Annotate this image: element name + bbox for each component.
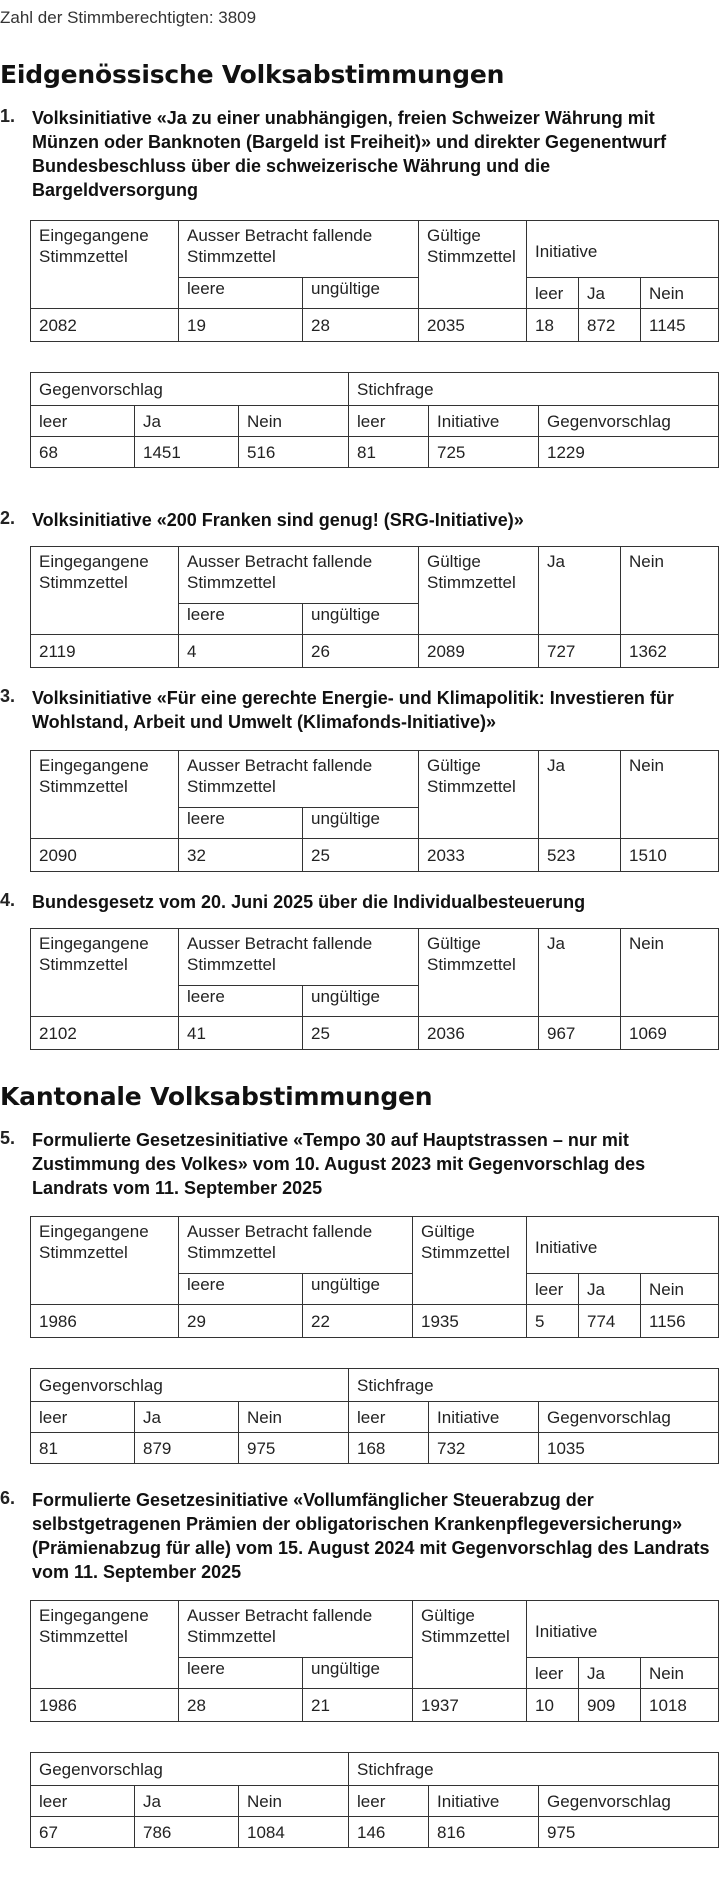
cell-cp-yes: 786 <box>135 1817 239 1848</box>
header-tb-initiative: Initiative <box>429 406 539 437</box>
header-invalid: ungültige <box>303 808 419 839</box>
header-counterproposal: Gegenvorschlag <box>31 373 349 406</box>
eligible-voters: Zahl der Stimmberechtigten: 3809 <box>0 8 257 27</box>
header-init-no: Nein <box>641 278 719 309</box>
cell-received: 1986 <box>31 1689 179 1722</box>
header-valid: Gültige Stimmzettel <box>413 1217 527 1305</box>
cell-blank: 32 <box>179 839 303 872</box>
cell-no: 1362 <box>621 635 719 668</box>
cell-tb-initiative: 732 <box>429 1433 539 1464</box>
results-table-4 <box>30 928 719 1050</box>
counter-table-5 <box>30 1368 719 1464</box>
header-blank: leere <box>179 1274 303 1305</box>
header-valid: Gültige Stimmzettel <box>419 751 539 839</box>
header-valid: Gültige Stimmzettel <box>419 547 539 635</box>
header-received: Eingegangene Stimmzettel <box>31 929 179 1017</box>
cell-tb-initiative: 725 <box>429 437 539 468</box>
item-number: 5. <box>0 1128 16 1148</box>
item-title: Formulierte Gesetzesinitiative «Tempo 30 auf Hauptstrassen – nur mit Zustimmung des Volkes» vom 10. August 2023 mit Gegenvorschlag des Landrats vom 11. September 2025 <box>32 1130 646 1198</box>
cell-invalid: 21 <box>303 1689 413 1722</box>
item-number: 1. <box>0 106 16 126</box>
header-init-blank: leer <box>527 278 579 309</box>
header-cp-no: Nein <box>239 406 349 437</box>
counter-table-1 <box>30 372 719 468</box>
cell-invalid: 28 <box>303 309 419 342</box>
header-blank: leere <box>179 1658 303 1689</box>
header-cp-blank: leer <box>31 406 135 437</box>
cell-received: 2090 <box>31 839 179 872</box>
header-tiebreak: Stichfrage <box>349 373 719 406</box>
cell-init-no: 1145 <box>641 309 719 342</box>
header-cp-blank: leer <box>31 1786 135 1817</box>
cell-init-no: 1156 <box>641 1305 719 1338</box>
header-init-yes: Ja <box>579 1274 641 1305</box>
header-invalid: ungültige <box>303 1658 413 1689</box>
cell-valid: 2033 <box>419 839 539 872</box>
header-excluded: Ausser Betracht fallende Stimmzettel <box>179 1217 413 1274</box>
cell-tb-blank: 81 <box>349 437 429 468</box>
cell-no: 1069 <box>621 1017 719 1050</box>
header-no: Nein <box>621 929 719 1017</box>
header-excluded: Ausser Betracht fallende Stimmzettel <box>179 547 419 604</box>
cell-cp-blank: 81 <box>31 1433 135 1464</box>
cell-invalid: 26 <box>303 635 419 668</box>
header-yes: Ja <box>539 547 621 635</box>
cell-init-blank: 18 <box>527 309 579 342</box>
header-initiative: Initiative <box>527 1217 719 1274</box>
results-table-2 <box>30 546 719 668</box>
table-row <box>31 309 719 342</box>
cell-blank: 41 <box>179 1017 303 1050</box>
header-invalid: ungültige <box>303 986 419 1017</box>
header-valid: Gültige Stimmzettel <box>413 1601 527 1689</box>
cell-tb-counterproposal: 975 <box>539 1817 719 1848</box>
header-init-blank: leer <box>527 1658 579 1689</box>
cell-cp-no: 516 <box>239 437 349 468</box>
cell-received: 1986 <box>31 1305 179 1338</box>
header-yes: Ja <box>539 751 621 839</box>
table-row <box>31 839 719 872</box>
header-cp-no: Nein <box>239 1402 349 1433</box>
cell-init-yes: 774 <box>579 1305 641 1338</box>
cell-init-blank: 5 <box>527 1305 579 1338</box>
header-cp-yes: Ja <box>135 406 239 437</box>
header-initiative: Initiative <box>527 1601 719 1658</box>
header-excluded: Ausser Betracht fallende Stimmzettel <box>179 221 419 278</box>
cell-cp-no: 975 <box>239 1433 349 1464</box>
header-counterproposal: Gegenvorschlag <box>31 1369 349 1402</box>
item-title: Formulierte Gesetzesinitiative «Vollumfänglicher Steuerabzug der selbstgetragenen Prämien der obligatorischen Krankenpflegeversicherung» (Prämienabzug für alle) vom 15. August 2024 mit Gegenvorschlag des Landrats vom 11. September 2025 <box>32 1490 710 1582</box>
header-invalid: ungültige <box>303 278 419 309</box>
header-no: Nein <box>621 751 719 839</box>
header-invalid: ungültige <box>303 604 419 635</box>
item-number: 3. <box>0 686 16 706</box>
header-blank: leere <box>179 986 303 1017</box>
cell-tb-initiative: 816 <box>429 1817 539 1848</box>
cell-received: 2102 <box>31 1017 179 1050</box>
header-blank: leere <box>179 278 303 309</box>
cell-blank: 19 <box>179 309 303 342</box>
results-table-5 <box>30 1216 719 1338</box>
item-number: 4. <box>0 890 16 910</box>
cell-init-blank: 10 <box>527 1689 579 1722</box>
header-received: Eingegangene Stimmzettel <box>31 1217 179 1305</box>
cell-init-yes: 909 <box>579 1689 641 1722</box>
cell-valid: 2035 <box>419 309 527 342</box>
header-invalid: ungültige <box>303 1274 413 1305</box>
table-row <box>31 1433 719 1464</box>
cell-received: 2082 <box>31 309 179 342</box>
header-received: Eingegangene Stimmzettel <box>31 221 179 309</box>
header-tb-blank: leer <box>349 1786 429 1817</box>
header-blank: leere <box>179 808 303 839</box>
header-init-blank: leer <box>527 1274 579 1305</box>
table-row <box>31 1689 719 1722</box>
header-excluded: Ausser Betracht fallende Stimmzettel <box>179 1601 413 1658</box>
cell-no: 1510 <box>621 839 719 872</box>
section-federal-heading: Eidgenössische Volksabstimmungen <box>0 60 505 89</box>
header-cp-no: Nein <box>239 1786 349 1817</box>
header-tb-blank: leer <box>349 1402 429 1433</box>
header-cp-yes: Ja <box>135 1786 239 1817</box>
header-yes: Ja <box>539 929 621 1017</box>
header-init-no: Nein <box>641 1658 719 1689</box>
cell-tb-blank: 146 <box>349 1817 429 1848</box>
header-init-no: Nein <box>641 1274 719 1305</box>
cell-yes: 727 <box>539 635 621 668</box>
header-received: Eingegangene Stimmzettel <box>31 1601 179 1689</box>
header-tiebreak: Stichfrage <box>349 1369 719 1402</box>
header-tb-counterproposal: Gegenvorschlag <box>539 1786 719 1817</box>
header-cp-blank: leer <box>31 1402 135 1433</box>
table-row <box>31 635 719 668</box>
header-init-yes: Ja <box>579 278 641 309</box>
cell-invalid: 25 <box>303 1017 419 1050</box>
item-title: Volksinitiative «Ja zu einer unabhängigen, freien Schweizer Währung mit Münzen oder Banknoten (Bargeld ist Freiheit)» und direkter Gegenentwurf Bundesbeschluss über die schweizerische Währung und die Bargeldversorgung <box>32 108 667 200</box>
cell-invalid: 25 <box>303 839 419 872</box>
cell-tb-counterproposal: 1035 <box>539 1433 719 1464</box>
header-init-yes: Ja <box>579 1658 641 1689</box>
cell-tb-blank: 168 <box>349 1433 429 1464</box>
header-excluded: Ausser Betracht fallende Stimmzettel <box>179 751 419 808</box>
header-tb-blank: leer <box>349 406 429 437</box>
cell-valid: 2036 <box>419 1017 539 1050</box>
cell-received: 2119 <box>31 635 179 668</box>
cell-blank: 4 <box>179 635 303 668</box>
header-no: Nein <box>621 547 719 635</box>
cell-valid: 1935 <box>413 1305 527 1338</box>
item-title: Volksinitiative «Für eine gerechte Energie- und Klimapolitik: Investieren für Wohlstand, Arbeit und Umwelt (Klimafonds-Initiative)» <box>32 688 674 732</box>
cell-valid: 2089 <box>419 635 539 668</box>
cell-tb-counterproposal: 1229 <box>539 437 719 468</box>
header-excluded: Ausser Betracht fallende Stimmzettel <box>179 929 419 986</box>
header-received: Eingegangene Stimmzettel <box>31 547 179 635</box>
header-blank: leere <box>179 604 303 635</box>
header-tb-initiative: Initiative <box>429 1402 539 1433</box>
cell-blank: 28 <box>179 1689 303 1722</box>
header-tb-counterproposal: Gegenvorschlag <box>539 1402 719 1433</box>
results-table-3 <box>30 750 719 872</box>
results-table-6 <box>30 1600 719 1722</box>
cell-cp-yes: 1451 <box>135 437 239 468</box>
table-row <box>31 1305 719 1338</box>
item-number: 2. <box>0 508 16 528</box>
cell-init-no: 1018 <box>641 1689 719 1722</box>
header-valid: Gültige Stimmzettel <box>419 221 527 309</box>
results-table-1 <box>30 220 719 342</box>
cell-yes: 967 <box>539 1017 621 1050</box>
cell-valid: 1937 <box>413 1689 527 1722</box>
header-counterproposal: Gegenvorschlag <box>31 1753 349 1786</box>
header-received: Eingegangene Stimmzettel <box>31 751 179 839</box>
header-tb-initiative: Initiative <box>429 1786 539 1817</box>
cell-cp-blank: 68 <box>31 437 135 468</box>
table-row <box>31 1017 719 1050</box>
table-row <box>31 437 719 468</box>
cell-blank: 29 <box>179 1305 303 1338</box>
cell-cp-blank: 67 <box>31 1817 135 1848</box>
cell-cp-no: 1084 <box>239 1817 349 1848</box>
header-cp-yes: Ja <box>135 1402 239 1433</box>
header-initiative: Initiative <box>527 221 719 278</box>
item-number: 6. <box>0 1488 16 1508</box>
header-tiebreak: Stichfrage <box>349 1753 719 1786</box>
cell-yes: 523 <box>539 839 621 872</box>
cell-invalid: 22 <box>303 1305 413 1338</box>
cell-cp-yes: 879 <box>135 1433 239 1464</box>
cell-init-yes: 872 <box>579 309 641 342</box>
header-valid: Gültige Stimmzettel <box>419 929 539 1017</box>
item-title: Volksinitiative «200 Franken sind genug! (SRG-Initiative)» <box>32 510 524 530</box>
table-row <box>31 1817 719 1848</box>
header-tb-counterproposal: Gegenvorschlag <box>539 406 719 437</box>
item-title: Bundesgesetz vom 20. Juni 2025 über die Individualbesteuerung <box>32 892 586 912</box>
counter-table-6 <box>30 1752 719 1848</box>
section-cantonal-heading: Kantonale Volksabstimmungen <box>0 1082 433 1111</box>
